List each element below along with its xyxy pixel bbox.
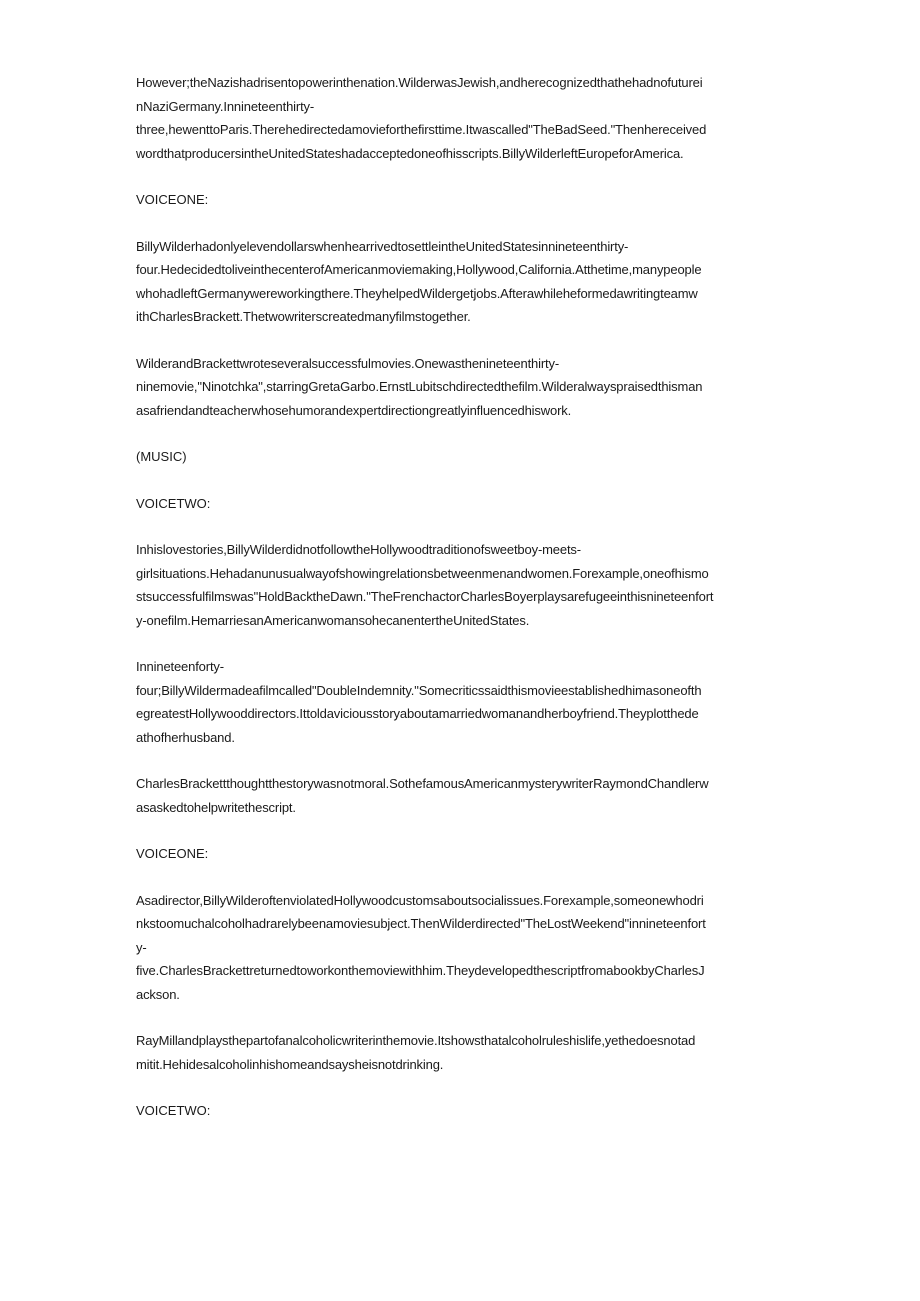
text-line: RayMillandplaysthepartofanalcoholicwriterinthemovie.Itshowsthatalcoholruleshislife,yethedoesnotad — [136, 1033, 696, 1048]
text-line: athofherhusband. — [136, 729, 235, 745]
speaker-label — [136, 188, 786, 212]
text-line: Asadirector,BillyWilderoftenviolatedHollywoodcustomsaboutsocialissues.Forexample,someonewhodri — [136, 892, 704, 908]
text-line: four.HedecidedtoliveinthecenterofAmericanmoviemaking,Hollywood,California.Atthetime,manypeople — [136, 262, 702, 277]
text-line: ninemovie,"Ninotchka",starringGretaGarbo.ErnstLubitschdirectedthefilm.Wilderalwayspraisedthisman — [136, 379, 703, 394]
text-line: wordthatproducersintheUnitedStateshadacceptedoneofhisscripts.BillyWilderleftEuropeforAmerica. — [136, 145, 684, 161]
paragraph — [136, 71, 786, 165]
text-line: stsuccessfulfilmswas"HoldBacktheDawn."TheFrenchactorCharlesBoyerplaysarefugeeinthisnineteenfort — [136, 589, 714, 604]
speaker-label — [136, 445, 786, 469]
text-line: asaskedtohelpwritethescript. — [136, 799, 296, 815]
text-line: whohadleftGermanywereworkingthere.TheyhelpedWildergetjobs.Afterawhileheformedawritingteamw — [136, 285, 698, 301]
text-line: CharlesBrackettthoughtthestorywasnotmoral.SothefamousAmericanmysterywriterRaymondChandlerw — [136, 776, 709, 791]
text-line: VOICETWO: — [136, 495, 211, 511]
speaker-label — [136, 1099, 786, 1123]
text-line: egreatestHollywooddirectors.Ittoldaviciousstoryaboutamarriedwomanandherboyfriend.Theyplotthede — [136, 706, 699, 721]
document-body — [136, 71, 786, 1146]
text-line: VOICEONE: — [136, 192, 209, 207]
text-line: WilderandBrackettwroteseveralsuccessfulmovies.Onewasthenineteenthirty- — [136, 355, 560, 371]
text-line: four;BillyWildermadeafilmcalled"DoubleIndemnity."Somecriticssaidthismovieestablishedhimasoneofth — [136, 682, 702, 698]
text-line: mitit.Hehidesalcoholinhishomeandsaysheisnotdrinking. — [136, 1056, 444, 1072]
paragraph — [136, 352, 786, 423]
text-line: (MUSIC) — [136, 449, 187, 464]
text-line: three,hewenttoParis.Therehedirectedamovieforthefirsttime.Itwascalled"TheBadSeed."Thenhereceived — [136, 122, 707, 137]
text-line: VOICEONE: — [136, 846, 209, 861]
text-line: y- — [136, 939, 147, 955]
text-line: Inhislovestories,BillyWilderdidnotfollowtheHollywoodtraditionofsweetboy-meets- — [136, 542, 581, 557]
text-line: asafriendandteacherwhosehumorandexpertdirectiongreatlyinfluencedhiswork. — [136, 402, 572, 418]
text-line: five.CharlesBrackettreturnedtoworkonthemoviewithhim.TheydevelopedthescriptfromabookbyCharlesJ — [136, 963, 705, 978]
text-line: nNaziGermany.Innineteenthirty- — [136, 98, 315, 114]
speaker-label — [136, 842, 786, 866]
paragraph — [136, 538, 786, 632]
paragraph — [136, 772, 786, 819]
text-line: Innineteenforty- — [136, 659, 224, 674]
text-line: girlsituations.Hehadanunusualwayofshowingrelationsbetweenmenandwomen.Forexample,oneofhismo — [136, 565, 709, 581]
text-line: BillyWilderhadonlyelevendollarswhenhearrivedtosettleintheUnitedStatesinnineteenthirty- — [136, 238, 629, 254]
paragraph — [136, 889, 786, 1007]
text-line: ithCharlesBrackett.Thetwowriterscreatedmanyfilmstogether. — [136, 309, 471, 324]
paragraph — [136, 235, 786, 329]
speaker-label — [136, 492, 786, 516]
text-line: VOICETWO: — [136, 1103, 211, 1118]
text-line: However;theNazishadrisentopowerinthenation.WilderwasJewish,andherecognizedthathehadnofuturei — [136, 75, 703, 90]
paragraph — [136, 655, 786, 749]
paragraph — [136, 1029, 786, 1076]
text-line: y-onefilm.HemarriesanAmericanwomansohecanentertheUnitedStates. — [136, 612, 530, 628]
text-line: nkstoomuchalcoholhadrarelybeenamoviesubject.ThenWilderdirected"TheLostWeekend"innineteenfort — [136, 916, 706, 931]
text-line: ackson. — [136, 986, 180, 1002]
